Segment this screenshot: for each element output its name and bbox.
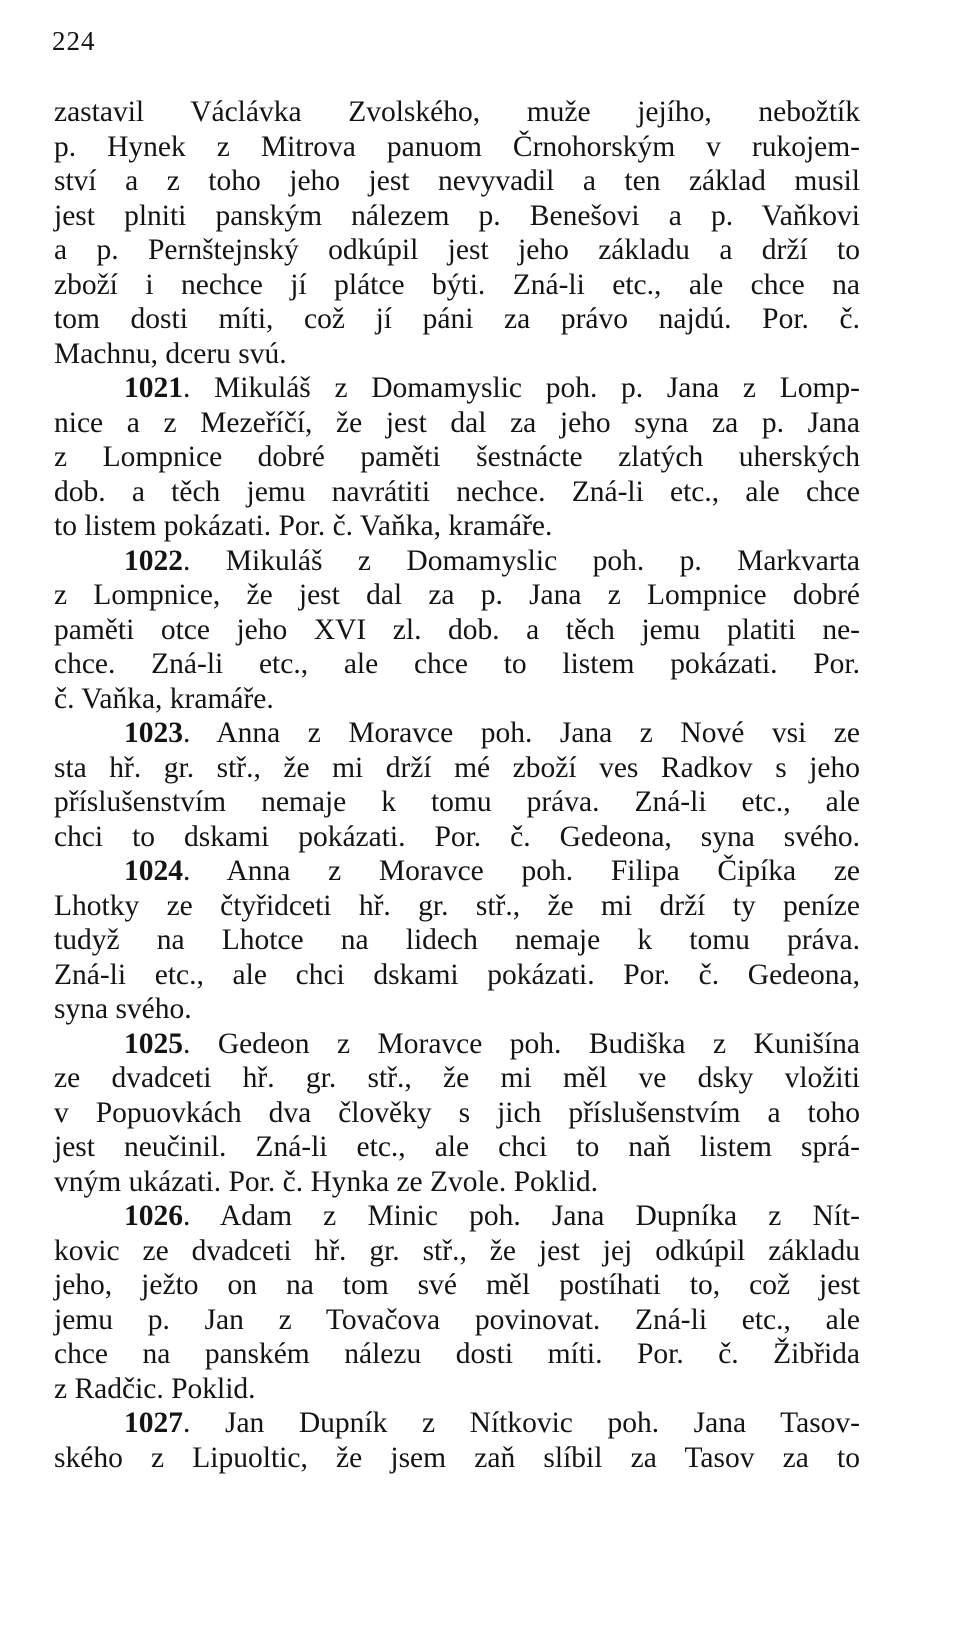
text-line: chce na panském nálezu dosti míti. Por. č. Žibřida [54,1338,860,1370]
text-line: kovic ze dvadceti hř. gr. stř., že jest jej odkúpil základu [54,1234,860,1267]
text-line: Zná-li etc., ale chci dskami pokázati. Por. č. Gedeona, [54,958,860,991]
text-line: chci to dskami pokázati. Por. č. Gedeona, syna svého. [54,820,860,853]
text-line: nice a z Mezeříčí, že jest dal za jeho syna za p. Jana [54,406,860,439]
text-line: sta hř. gr. stř., že mi drží mé zboží ves Radkov s jeho [54,751,860,784]
text-line: jemu p. Jan z Tovačova povinovat. Zná-li etc., ale [54,1303,860,1336]
text-line: ze dvadceti hř. gr. stř., že mi měl ve dsky vložiti [54,1062,860,1094]
text-line: z Lompnice dobré paměti šestnácte zlatých uherských [54,441,860,473]
entry-first-line: 1026. Adam z Minic poh. Jana Dupníka z Nít- [124,1200,860,1232]
text-line: ského z Lipuoltic, že jsem zaň slíbil za Tasov za to [54,1441,860,1474]
text-line: ství a z toho jeho jest nevyvadil a ten základ musil [54,165,860,197]
text-line: chce. Zná-li etc., ale chce to listem pokázati. Por. [54,648,860,680]
text-line: jeho, ježto on na tom své měl postíhati to, což jest [54,1269,860,1301]
entry-text: Adam z Minic poh. Jana Dupníka z Nít- [219,1200,860,1232]
text-line: a p. Pernštejnský odkúpil jest jeho základu a drží to [54,234,860,266]
text-line: příslušenstvím nemaje k tomu práva. Zná-li etc., ale [54,786,860,818]
text-line: dob. a těch jemu navrátiti nechce. Zná-li etc., ale chce [54,475,860,508]
entry-number: 1024 [124,855,183,887]
text-line: vným ukázati. Por. č. Hynka ze Zvole. Poklid. [54,1165,599,1198]
text-line: Lhotky ze čtyřidceti hř. gr. stř., že mi drží ty peníze [54,889,860,922]
text-line: zboží i nechce jí plátce býti. Zná-li etc., ale chce na [54,268,860,301]
text-line: paměti otce jeho XVI zl. dob. a těch jemu platiti ne- [54,613,860,646]
entry-text: Anna z Moravce poh. Filipa Čipíka ze [226,855,861,887]
page-number: 224 [52,26,96,56]
entry-number: 1026 [124,1200,183,1232]
entry-number: 1027 [124,1407,183,1439]
page-text [54,95,860,1475]
entry-first-line: 1025. Gedeon z Moravce poh. Budiška z Kunišína [124,1027,861,1060]
entry-number: 1022 [124,544,183,577]
entry-text: Gedeon z Moravce poh. Budiška z Kunišína [217,1027,861,1060]
text-line: to listem pokázati. Por. č. Vaňka, kramáře. [54,510,553,542]
entry-number: 1023 [124,717,183,749]
text-line: syna svého. [54,993,192,1025]
text-line: tudyž na Lhotce na lidech nemaje k tomu práva. [54,924,860,956]
text-line: z Radčic. Poklid. [54,1372,256,1405]
entry-number: 1021 [124,372,183,404]
entry-first-line: 1024. Anna z Moravce poh. Filipa Čipíka ze [124,855,861,887]
text-line: č. Vaňka, kramáře. [54,682,274,715]
text-line: jest plniti panským nálezem p. Benešovi a p. Vaňkovi [54,199,860,232]
entry-text: Mikuláš z Domamyslic poh. p. Markvarta [225,544,861,577]
text-line: z Lompnice, že jest dal za p. Jana z Lompnice dobré [54,579,860,611]
entry-text: Mikuláš z Domamyslic poh. p. Jana z Lomp- [214,372,860,404]
entry-first-line: 1023. Anna z Moravce poh. Jana z Nové vsi ze [124,717,860,749]
entry-first-line: 1027. Jan Dupník z Nítkovic poh. Jana Tasov- [124,1407,860,1439]
text-line: v Popuovkách dva člověky s jich příslušenstvím a toho [54,1096,860,1129]
entry-text: Jan Dupník z Nítkovic poh. Jana Tasov- [224,1407,860,1439]
text-line: Machnu, dceru svú. [54,337,287,370]
entry-first-line: 1021. Mikuláš z Domamyslic poh. p. Jana z Lomp- [124,372,860,404]
entry-text: Anna z Moravce poh. Jana z Nové vsi ze [216,717,860,749]
entry-number: 1025 [124,1027,183,1060]
text-line: zastavil Václávka Zvolského, muže jejího, nebožtík [54,96,860,128]
text-line: p. Hynek z Mitrova panuom Črnohorským v rukojem- [54,130,860,163]
text-line: jest neučinil. Zná-li etc., ale chci to naň listem sprá- [54,1131,860,1163]
text-line: tom dosti míti, což jí páni za právo najdú. Por. č. [54,303,860,335]
entry-first-line: 1022. Mikuláš z Domamyslic poh. p. Markvarta [124,544,861,577]
